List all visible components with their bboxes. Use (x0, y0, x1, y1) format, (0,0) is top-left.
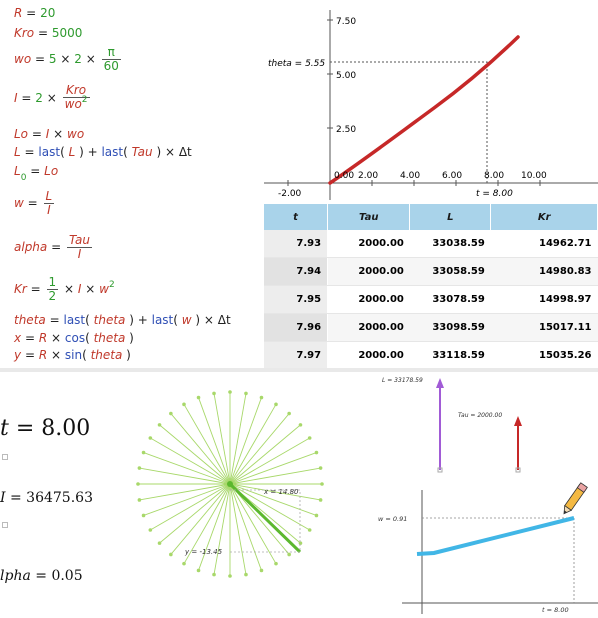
eq-Kr-a: I (77, 282, 82, 296)
y-tick-label: 2.50 (336, 125, 357, 135)
eq-w-den: I (47, 203, 51, 217)
cell-tau: 2000.00 (328, 314, 410, 342)
eq-I-coef: 2 (35, 91, 43, 105)
eq-sign: = (51, 240, 62, 254)
equation-w[interactable] (14, 190, 56, 217)
times-sign: × (85, 52, 96, 66)
spoke-tip (228, 574, 232, 578)
t-axis-label: t = 8.00 (476, 189, 513, 199)
column-header-tau[interactable]: Tau (328, 204, 410, 230)
x-tick-label: 6.00 (442, 171, 463, 181)
eq-L0-sub: 0 (20, 173, 27, 183)
eq-L0-rhs: Lo (44, 164, 59, 178)
y-tick-label: 5.00 (336, 71, 357, 81)
spoke-tip (149, 436, 153, 440)
y-readout-label: y = -13.45 (185, 548, 223, 556)
cell-t: 7.96 (264, 314, 328, 342)
column-header-l[interactable]: L (410, 204, 491, 230)
pencil-icon[interactable] (561, 483, 588, 516)
eq-w-fraction (44, 190, 55, 217)
spoke-tip (197, 569, 201, 573)
spoke-tip (287, 553, 291, 557)
cell-l: 33038.59 (410, 230, 491, 258)
w-value-label: w = 0.91 (378, 515, 408, 523)
eq-Lo-name: Lo (14, 127, 29, 141)
x-tick-label: 0.00 (334, 171, 355, 181)
eq-alpha-fraction (67, 234, 92, 261)
Tau-arrowhead (514, 416, 522, 426)
eq-y-arg: theta (90, 348, 123, 362)
table-row[interactable] (264, 230, 598, 258)
equation-R[interactable] (14, 6, 55, 20)
w-line (417, 518, 574, 554)
readout-alpha-name: lpha (0, 568, 31, 584)
spoke-tip (308, 528, 312, 532)
y-tick-label: 7.50 (336, 17, 357, 27)
equation-wo[interactable] (14, 46, 123, 73)
eq-I-exp: 2 (81, 95, 88, 105)
equation-theta[interactable]: theta = last( theta ) + last( w ) × Δt (14, 313, 231, 327)
spoke-tip (287, 412, 291, 416)
spoke-tip (274, 403, 278, 407)
equation-L[interactable]: L = last( L ) + last( Tau ) × Δt (14, 145, 192, 159)
cell-t: 7.94 (264, 258, 328, 286)
eq-sign: = (49, 313, 60, 327)
x-tick-label: 8.00 (484, 171, 505, 181)
cell-kr: 15017.11 (491, 314, 598, 342)
equation-Kr[interactable] (14, 276, 115, 303)
eq-L-arg2: Tau (131, 145, 153, 159)
eq-wo-a: 5 (48, 52, 57, 66)
equation-I[interactable] (14, 84, 92, 113)
vectors-svg (362, 372, 598, 482)
eq-sign: = (21, 91, 32, 105)
x-tick-label: -2.00 (278, 189, 302, 199)
spoke-tip (197, 396, 201, 400)
eq-w-name: w (14, 196, 24, 210)
eq-sign: = (37, 26, 49, 40)
spoke-tip (182, 562, 186, 566)
readout-handle[interactable] (2, 454, 8, 460)
cell-l: 33098.59 (410, 314, 491, 342)
data-table-grid (264, 204, 598, 368)
spoke-tip (142, 514, 146, 518)
plus-sign: + (137, 313, 148, 327)
eq-I-den: wo (64, 97, 82, 111)
eq-L-name: L (14, 145, 21, 159)
times-sign: × (164, 145, 176, 159)
eq-sign: = (34, 52, 46, 66)
L-vector-label: L = 33178.59 (382, 377, 423, 384)
eq-alpha-name: alpha (14, 240, 48, 254)
eq-L-arg1: L (68, 145, 76, 159)
spoke-tip (149, 528, 153, 532)
spoke-tip (182, 403, 186, 407)
cell-tau: 2000.00 (328, 286, 410, 314)
spoke-tip (158, 541, 162, 545)
last-fn: last (63, 313, 86, 327)
times-sign: × (60, 52, 71, 66)
spoke-tip (308, 436, 312, 440)
eq-Kro-value: 5000 (51, 26, 83, 40)
eq-Kro-name: Kro (14, 26, 35, 40)
eq-sign: = (24, 348, 35, 362)
equation-Kro[interactable] (14, 26, 82, 40)
eq-sign: = (24, 331, 35, 345)
eq-wo-b: 2 (74, 52, 82, 66)
spoke-tip (274, 562, 278, 566)
cell-tau: 2000.00 (328, 258, 410, 286)
delta-t: Δt (178, 145, 192, 159)
theta-marker-label: theta = 5.55 (268, 59, 326, 69)
eq-I-num: Kro (63, 84, 90, 98)
eq-theta-name: theta (14, 313, 46, 327)
spoke-tip (244, 573, 248, 577)
spoke-tip (212, 392, 216, 396)
vectors-view (362, 372, 598, 482)
eq-Kr-exp: 2 (108, 280, 115, 290)
readouts-panel (0, 372, 120, 614)
x-readout-label: x = 14.80 (264, 488, 299, 496)
w-plot-t-label: t = 8.00 (542, 606, 569, 614)
eq-Lo-a: I (45, 127, 50, 141)
eq-Kr-den: 2 (48, 289, 57, 303)
spoke-tip (315, 514, 319, 518)
L-arrowhead (436, 378, 444, 388)
eq-Kr-name: Kr (14, 282, 27, 296)
cell-kr: 14980.83 (491, 258, 598, 286)
equation-L0[interactable] (14, 164, 59, 183)
readout-I-name: I (0, 490, 6, 506)
spoke-tip (315, 451, 319, 455)
spoke-tip (212, 573, 216, 577)
cell-l: 33058.59 (410, 258, 491, 286)
readout-handle[interactable] (2, 522, 8, 528)
theta-graph-svg (264, 0, 598, 200)
cell-kr: 14998.97 (491, 286, 598, 314)
equation-y[interactable]: y = R × sin( theta ) (14, 348, 131, 362)
eq-w-num: L (45, 189, 53, 203)
wheel-view[interactable] (130, 372, 350, 614)
table-row[interactable] (264, 258, 598, 286)
eq-wo-den: 60 (103, 59, 119, 73)
cell-t: 7.95 (264, 286, 328, 314)
x-tick-label: 10.00 (521, 171, 547, 181)
eq-alpha-den: I (77, 247, 82, 261)
eq-Lo-b: wo (67, 127, 85, 141)
Tau-vector-label: Tau = 2000.00 (458, 412, 503, 419)
readout-I-value: 36475.63 (26, 490, 93, 506)
readout-alpha[interactable]: lpha = 0.05 (0, 568, 83, 584)
column-header-kr[interactable]: Kr (491, 204, 598, 230)
sin-fn: sin (64, 348, 83, 362)
times-sign: × (51, 331, 62, 345)
readout-alpha-value: 0.05 (51, 568, 83, 584)
times-sign: × (46, 91, 57, 105)
cell-t: 7.93 (264, 230, 328, 258)
eq-Kr-fraction (47, 276, 59, 303)
eq-alpha-num: Tau (68, 233, 91, 247)
cell-l: 33078.59 (410, 286, 491, 314)
spoke-tip (138, 498, 142, 502)
spoke-tip (158, 423, 162, 427)
readout-t[interactable]: t = 8.00 (0, 416, 91, 441)
readout-t-value: 8.00 (41, 416, 91, 441)
table-row[interactable] (264, 342, 598, 369)
spoke-tip (320, 482, 324, 486)
eq-I-fraction (63, 84, 90, 113)
spoke-tip (244, 392, 248, 396)
eq-x-arg: theta (93, 331, 126, 345)
spoke-tip (319, 498, 323, 502)
spoke-tip (142, 451, 146, 455)
eq-R-value: 20 (40, 6, 56, 20)
times-sign: × (51, 348, 62, 362)
equation-alpha[interactable] (14, 234, 94, 261)
cell-l: 33118.59 (410, 342, 491, 369)
table-row[interactable] (264, 314, 598, 342)
eq-L0-name: L (14, 164, 21, 178)
last-fn: last (151, 313, 174, 327)
eq-x-a: R (38, 331, 48, 345)
eq-Kr-num: 1 (48, 275, 57, 289)
eq-y-a: R (38, 348, 48, 362)
x-tick-label: 2.00 (358, 171, 379, 181)
eq-x-name: x (14, 331, 22, 345)
eq-sign: = (31, 127, 42, 141)
spoke-tip (169, 553, 173, 557)
spoke-tip (228, 390, 232, 394)
wheel-svg (130, 372, 350, 614)
eq-theta-arg2: w (181, 313, 192, 327)
theta-curve (330, 37, 518, 183)
equation-x[interactable]: x = R × cos( theta ) (14, 331, 134, 345)
column-header-t[interactable]: t (264, 204, 328, 230)
times-sign: × (64, 282, 75, 296)
eq-sign: = (30, 164, 41, 178)
theta-graph[interactable] (264, 0, 598, 200)
eq-sign: = (30, 282, 41, 296)
plus-sign: + (87, 145, 98, 159)
spoke-tip (169, 412, 173, 416)
eq-I-name: I (14, 91, 18, 105)
spoke-tip (136, 482, 140, 486)
eq-wo-fraction (102, 46, 121, 73)
times-sign: × (53, 127, 64, 141)
cos-fn: cos (64, 331, 86, 345)
tick-marks (288, 20, 540, 186)
delta-t: Δt (217, 313, 231, 327)
cell-kr: 14962.71 (491, 230, 598, 258)
cell-tau: 2000.00 (328, 342, 410, 369)
last-fn: last (38, 145, 61, 159)
w-plot[interactable] (362, 482, 598, 614)
cell-tau: 2000.00 (328, 230, 410, 258)
times-sign: × (203, 313, 214, 327)
eq-R-name: R (14, 6, 23, 20)
spoke-tip (299, 541, 303, 545)
w-guide (422, 518, 574, 603)
equations-panel (0, 0, 264, 368)
eq-y-name: y (14, 348, 22, 362)
eq-Kr-b: w (99, 282, 109, 296)
pi-symbol: π (102, 46, 121, 60)
cell-t: 7.97 (264, 342, 328, 369)
table-row[interactable] (264, 286, 598, 314)
w-plot-svg (362, 482, 598, 614)
eq-sign: = (26, 6, 37, 20)
readout-I[interactable]: I = 36475.63 (0, 490, 93, 506)
spoke-tip (260, 569, 264, 573)
spoke-tip (299, 423, 303, 427)
cell-kr: 15035.26 (491, 342, 598, 369)
eq-theta-arg1: theta (93, 313, 126, 327)
spoke-tip (138, 466, 142, 470)
wheel-center (227, 481, 233, 487)
equation-Lo[interactable] (14, 127, 84, 141)
spoke-tip (319, 466, 323, 470)
readout-t-name: t (0, 416, 9, 441)
eq-wo-name: wo (14, 52, 32, 66)
table-header-row (264, 204, 598, 230)
data-table[interactable] (264, 204, 598, 368)
times-sign: × (85, 282, 96, 296)
spoke-tip (260, 396, 264, 400)
eq-sign: = (24, 145, 35, 159)
last-fn: last (101, 145, 124, 159)
x-tick-label: 4.00 (400, 171, 421, 181)
eq-sign: = (27, 196, 38, 210)
